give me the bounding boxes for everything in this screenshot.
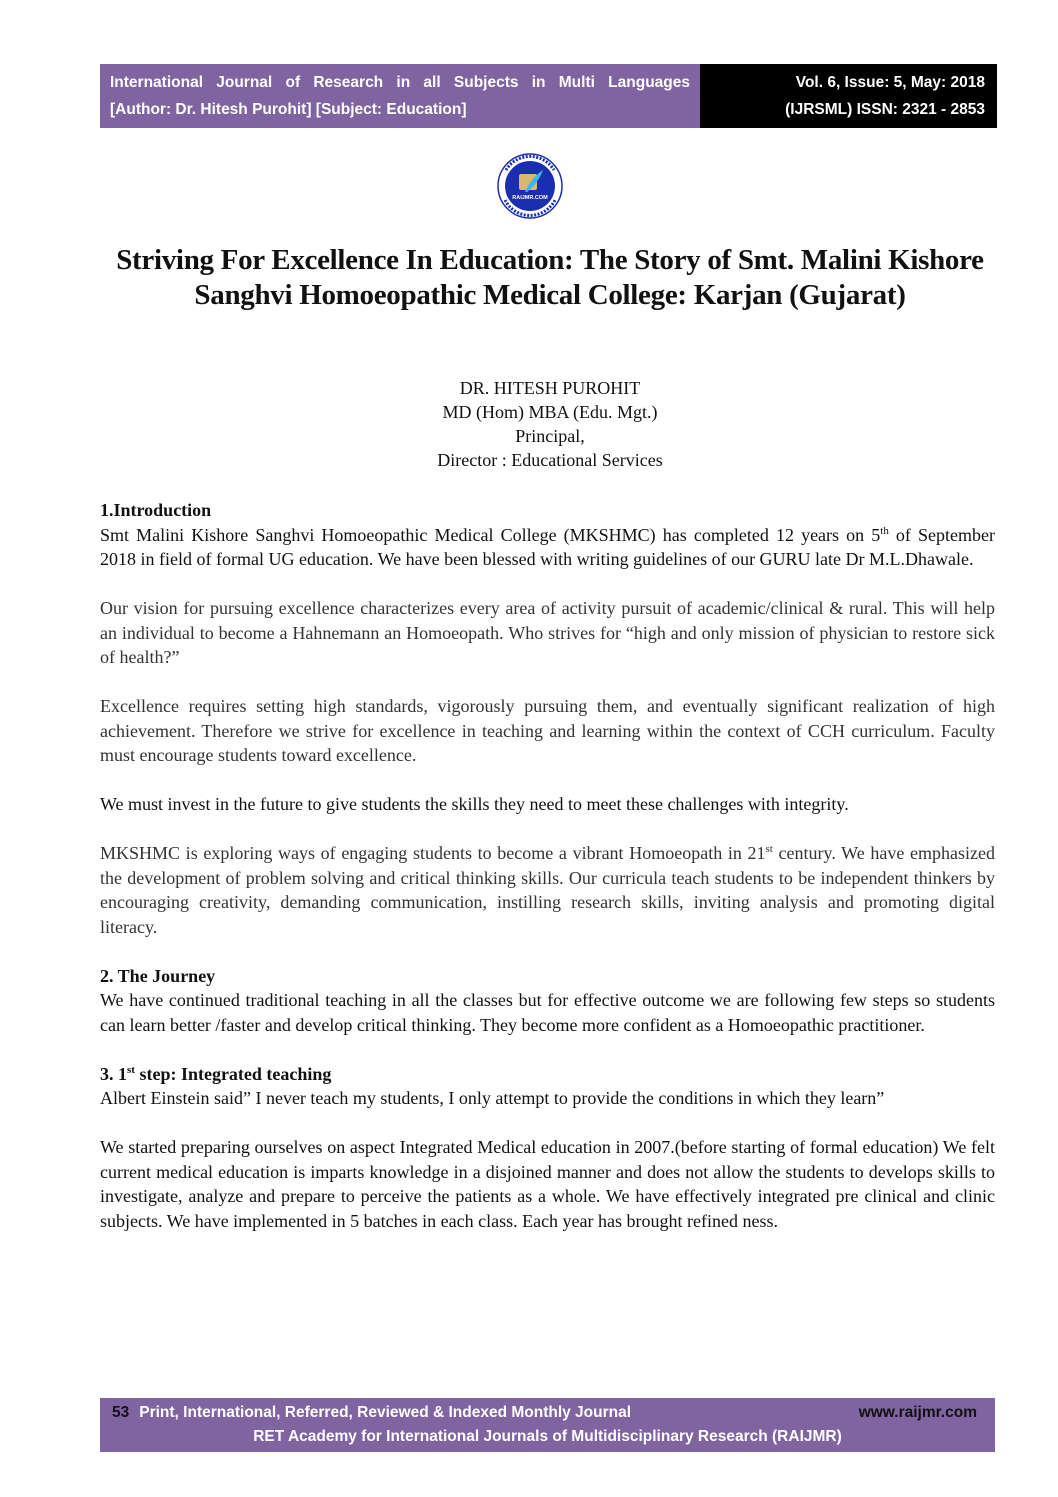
website-link[interactable]: www.raijmr.com [858, 1404, 977, 1421]
journey-paragraph-1: We have continued traditional teaching in all the classes but for effective outcome we are following few steps so students can learn better /faster and develop critical thinking. They become more confident as a Homoeopathic practitioner. [100, 990, 995, 1035]
author-degrees: MD (Hom) MBA (Edu. Mgt.) [442, 402, 658, 422]
author-block [100, 376, 1000, 472]
intro-paragraph-5: MKSHMC is exploring ways of engaging students to become a vibrant Homoeopath in 21st century. We have emphasized the development of problem solving and critical thinking skills. Our curricula teach students to be independent thinkers by encouraging creativity, demanding communication, instilling research skills, inviting analysis and promoting digital literacy. [100, 843, 995, 937]
article-title: Striving For Excellence In Education: The Story of Smt. Malini Kishore Sanghvi Homoeopathic Medical College: Karjan (Gujarat) [116, 244, 984, 311]
intro-paragraph-1: Smt Malini Kishore Sanghvi Homoeopathic Medical College (MKSHMC) has completed 12 years on 5th of September 2018 in field of formal UG education. We have been blessed with writing guidelines of our GURU late Dr M.L.Dhawale. [100, 524, 996, 569]
author-name: DR. HITESH PUROHIT [459, 378, 641, 398]
journal-header-right [700, 64, 997, 128]
journal-footer [100, 1398, 995, 1452]
section-heading-introduction: 1.Introduction [100, 500, 212, 520]
author-subject-line: [Author: Dr. Hitesh Purohit] [Subject: Education] [110, 101, 467, 118]
page-number: 53 [112, 1404, 130, 1421]
intro-paragraph-4: We must invest in the future to give students the skills they need to meet these challenges with integrity. [100, 794, 849, 814]
issn: (IJRSML) ISSN: 2321 - 2853 [785, 101, 985, 118]
step1-paragraph-2: We started preparing ourselves on aspect Integrated Medical education in 2007.(before starting of formal education) We felt current medical education is imparts knowledge in a disjoined manner and does not allow the students to develops skills to investigate, analyze and prepare to perceive the patients as a whole. We have effectively integrated pre clinical and clinic subjects. We have implemented in 5 batches in each class. Each year has brought refined ness. [100, 1137, 995, 1231]
author-role: Director : Educational Services [437, 450, 663, 470]
step1-paragraph-1: Albert Einstein said” I never teach my students, I only attempt to provide the conditions in which they learn” [100, 1088, 885, 1108]
article-body [100, 498, 995, 1233]
author-position: Principal, [515, 426, 585, 446]
section-heading-integrated-teaching: 3. 1st step: Integrated teaching [100, 1063, 332, 1084]
footer-tagline: Print, International, Referred, Reviewed & Indexed Monthly Journal [139, 1404, 632, 1421]
journal-header-left [100, 64, 700, 128]
journal-name: International Journal of Research in all Subjects in Multi Languages [110, 74, 690, 91]
svg-text:RAIJMR.COM: RAIJMR.COM [512, 195, 548, 201]
volume-issue: Vol. 6, Issue: 5, May: 2018 [795, 74, 985, 91]
intro-paragraph-2: Our vision for pursuing excellence characterizes every area of activity pursuit of academic/clinical & rural. This will help an individual to become a Hahnemann an Homoeopath. Who strives for “high and only mission of physician to restore sick of health?” [100, 598, 995, 667]
section-heading-journey: 2. The Journey [100, 965, 216, 986]
intro-paragraph-3: Excellence requires setting high standards, vigorously pursuing them, and eventually significant realization of high achievement. Therefore we strive for excellence in teaching and learning within the context of CCH curriculum. Faculty must encourage students toward excellence. [100, 696, 995, 765]
footer-publisher: RET Academy for International Journals of Multidisciplinary Research (RAIJMR) [253, 1428, 842, 1445]
quill-scroll-icon [497, 140, 563, 232]
raijmr-logo [497, 140, 563, 232]
journal-header [100, 64, 997, 128]
